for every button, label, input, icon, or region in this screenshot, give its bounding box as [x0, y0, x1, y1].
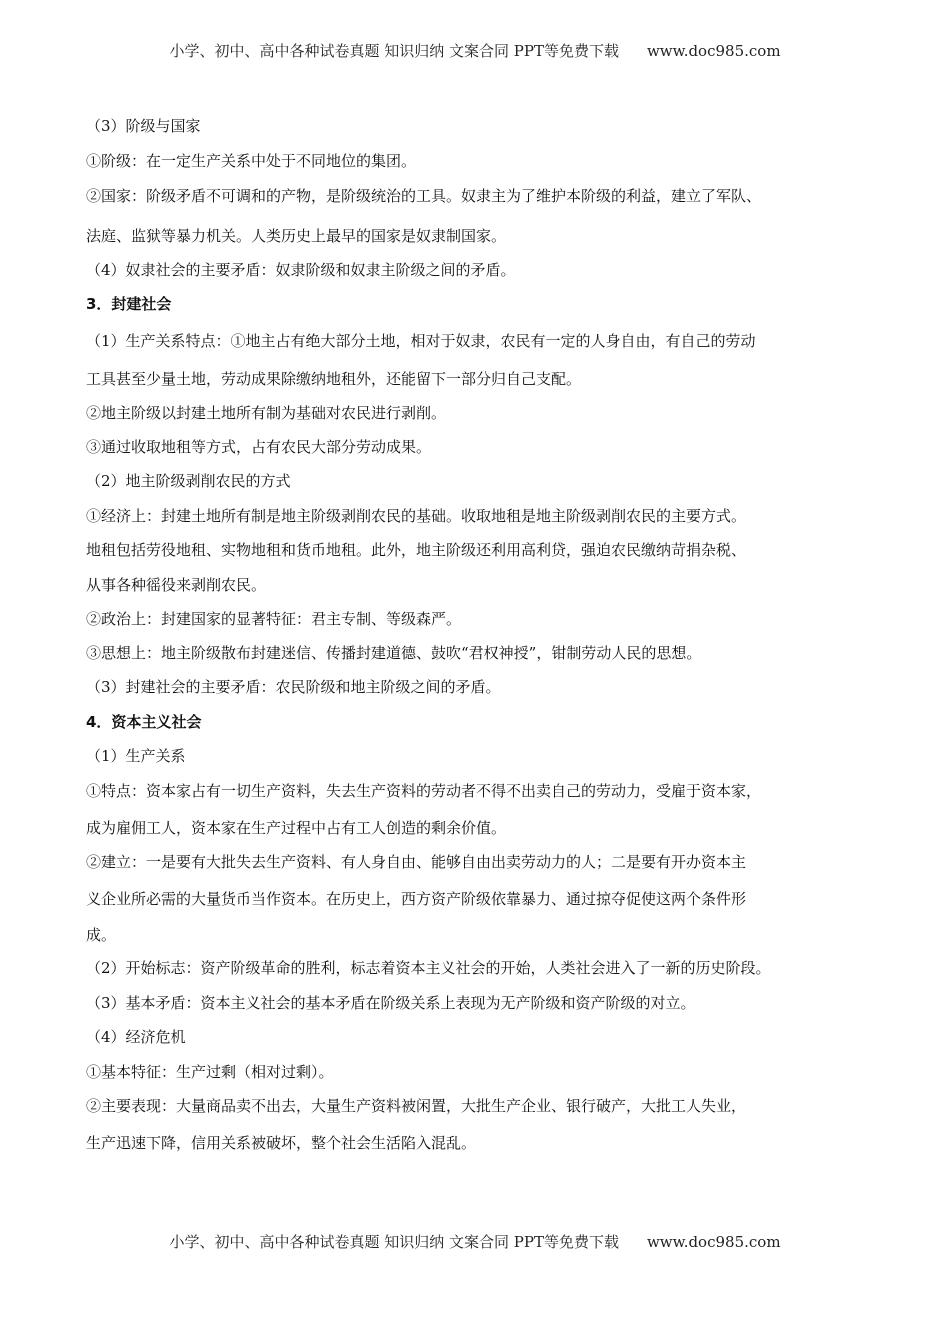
- paragraph-feudal-relations-cont: 工具甚至少量土地，劳动成果除缴纳地租外，还能留下一部分归自己支配。: [86, 370, 582, 388]
- paragraph-crisis-manifestation-cont: 生产迅速下降，信用关系被破坏，整个社会生活陷入混乱。: [86, 1134, 477, 1152]
- paragraph-capitalist-establishment-cont2: 成。: [86, 926, 117, 944]
- paragraph-state-definition-cont: 法庭、监狱等暴力机关。人类历史上最早的国家是奴隶制国家。: [86, 227, 507, 245]
- paragraph-crisis-feature: ①基本特征：生产过剩（相对过剩）。: [86, 1063, 334, 1081]
- paragraph-slave-society-contradiction: （4）奴隶社会的主要矛盾：奴隶阶级和奴隶主阶级之间的矛盾。: [86, 261, 516, 279]
- paragraph-land-rent: ③通过收取地租等方式，占有农民大部分劳动成果。: [86, 438, 432, 456]
- paragraph-feudal-contradiction: （3）封建社会的主要矛盾：农民阶级和地主阶级之间的矛盾。: [86, 678, 501, 696]
- section-heading-feudal-society: 3．封建社会: [86, 295, 172, 313]
- subheading-economic-crisis: （4）经济危机: [86, 1028, 186, 1046]
- paragraph-economic-exploitation-cont: 地租包括劳役地租、实物地租和货币地租。此外，地主阶级还利用高利贷，强迫农民缴纳苛捐杂税、: [86, 541, 747, 559]
- paragraph-capitalist-features-cont: 成为雇佣工人，资本家在生产过程中占有工人创造的剩余价值。: [86, 819, 507, 837]
- paragraph-crisis-manifestation: ②主要表现：大量商品卖不出去，大量生产资料被闲置，大批生产企业、银行破产，大批工人失业，: [86, 1097, 747, 1115]
- paragraph-class-definition: ①阶级：在一定生产关系中处于不同地位的集团。: [86, 152, 417, 170]
- paragraph-economic-exploitation-cont2: 从事各种徭役来剥削农民。: [86, 576, 267, 594]
- header-text: 小学、初中、高中各种试卷真题 知识归纳 文案合同 PPT等免费下载: [169, 42, 619, 60]
- paragraph-state-definition: ②国家：阶级矛盾不可调和的产物，是阶级统治的工具。奴隶主为了维护本阶级的利益，建立了军队、: [86, 187, 762, 205]
- paragraph-political-exploitation: ②政治上：封建国家的显著特征：君主专制、等级森严。: [86, 610, 462, 628]
- paragraph-capitalist-establishment-cont: 义企业所必需的大量货币当作资本。在历史上，西方资产阶级依靠暴力、通过掠夺促使这两个条件形: [86, 890, 747, 908]
- document-body: [86, 117, 882, 1153]
- footer-text: 小学、初中、高中各种试卷真题 知识归纳 文案合同 PPT等免费下载: [169, 1233, 619, 1251]
- section-heading-capitalist-society: 4．资本主义社会: [86, 713, 202, 731]
- paragraph-capitalist-establishment: ②建立：一是要有大批失去生产资料、有人身自由、能够自由出卖劳动力的人；二是要有开办资本主: [86, 853, 747, 871]
- paragraph-capitalist-features: ①特点：资本家占有一切生产资料，失去生产资料的劳动者不得不出卖自己的劳动力，受雇于资本家，: [86, 782, 762, 800]
- page-header: [0, 40, 950, 61]
- page-footer: [0, 1231, 950, 1252]
- header-url[interactable]: www.doc985.com: [646, 42, 781, 60]
- paragraph-landlord-ownership: ②地主阶级以封建土地所有制为基础对农民进行剥削。: [86, 404, 447, 422]
- footer-url[interactable]: www.doc985.com: [646, 1233, 781, 1251]
- paragraph-economic-exploitation: ①经济上：封建土地所有制是地主阶级剥削农民的基础。收取地租是地主阶级剥削农民的主要方式。: [86, 507, 747, 525]
- paragraph-ideological-exploitation: ③思想上：地主阶级散布封建迷信、传播封建道德、鼓吹“君权神授”，钳制劳动人民的思想。: [86, 644, 702, 662]
- paragraph-capitalist-start: （2）开始标志：资产阶级革命的胜利，标志着资本主义社会的开始，人类社会进入了一新的历史阶段。: [86, 959, 771, 977]
- subheading-exploitation-methods: （2）地主阶级剥削农民的方式: [86, 472, 291, 490]
- subheading-class-and-state: （3）阶级与国家: [86, 117, 201, 135]
- subheading-production-relations: （1）生产关系: [86, 747, 186, 765]
- paragraph-feudal-relations: （1）生产关系特点：①地主占有绝大部分土地，相对于奴隶，农民有一定的人身自由，有自己的劳动: [86, 332, 756, 350]
- paragraph-basic-contradiction: （3）基本矛盾：资本主义社会的基本矛盾在阶级关系上表现为无产阶级和资产阶级的对立。: [86, 994, 696, 1012]
